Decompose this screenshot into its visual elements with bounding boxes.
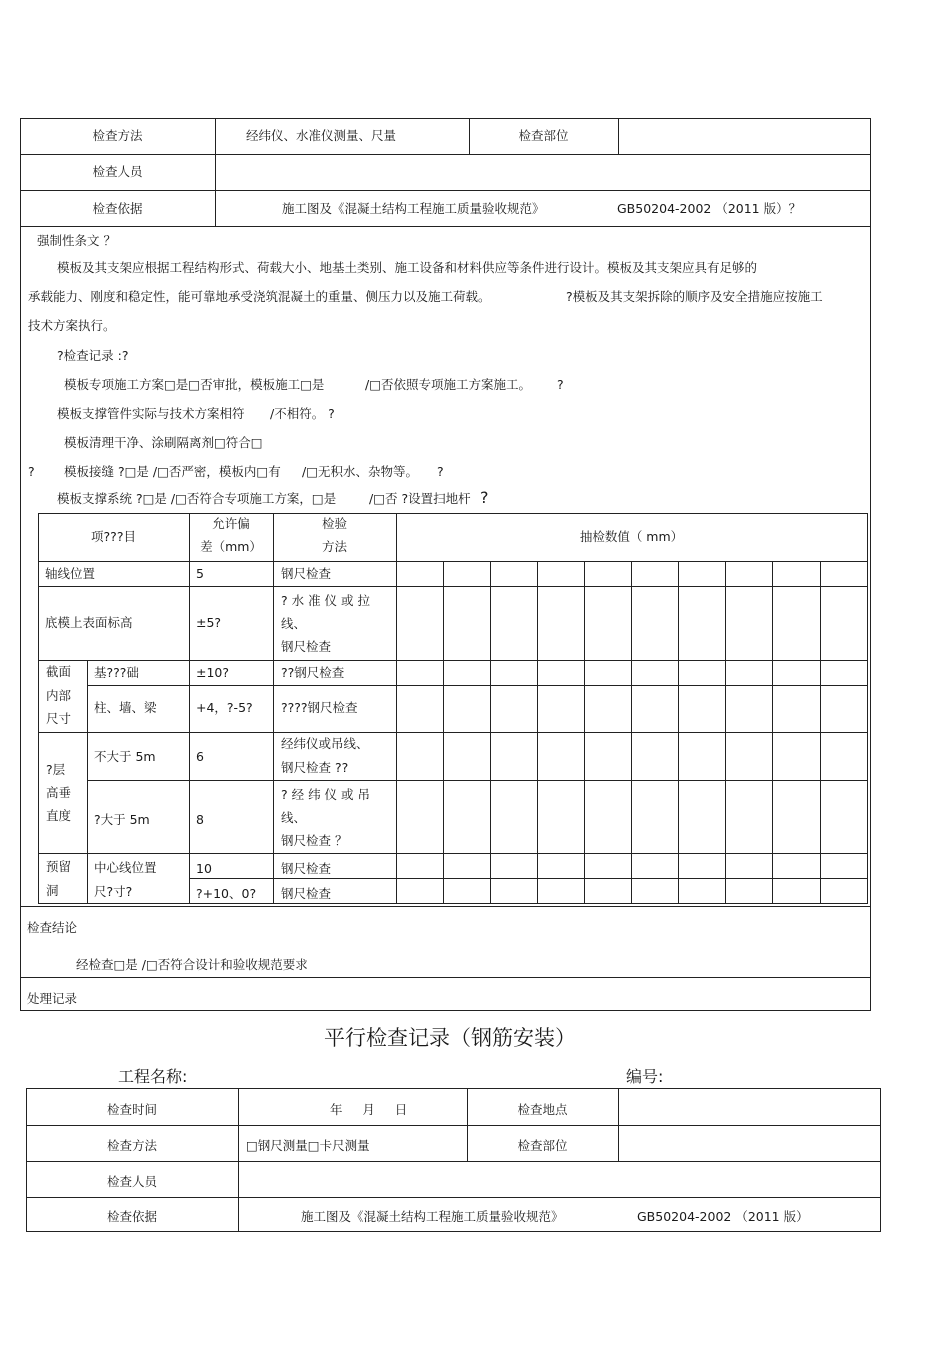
row-deviation: 5 [196,566,204,581]
row-method: 经纬仪或吊线、 [281,736,369,751]
method-label: 检查方法 [106,1138,157,1153]
row-deviation: ±5? [196,615,222,630]
row-method: ? 经 纬 仪 或 吊 [281,787,371,802]
basis-code: GB50204-2002 （2011 版） [637,1209,809,1224]
inspector-label: 检查人员 [106,1174,157,1189]
row-method: ? 水 准 仪 或 拉 [281,593,371,608]
row-item: 基???础 [94,665,139,680]
record-line: /□否 ?设置扫地杆 [369,491,471,506]
row-item: 底模上表面标高 [45,615,133,630]
row-method: 钢尺检查 [281,639,332,654]
mandatory-line: 模板及其支架应根据工程结构形式、荷载大小、地基土类别、施工设备和材料供应等条件进行设计。模板及其支架应具有足够的 [57,260,758,275]
row-item: 柱、墙、梁 [94,700,157,715]
records-heading: ?检查记录 :? [57,348,129,363]
row-method: 线、 [281,810,307,825]
record-line: ? [28,464,35,479]
basis-value: 施工图及《混凝土结构工程施工质量验收规范》 [301,1209,564,1224]
group-label: 尺寸 [46,711,72,726]
method-value: □钢尺测量□卡尺测量 [246,1138,370,1153]
project-name-label: 工程名称: [118,1067,188,1086]
method-value: 经纬仪、水准仪测量、尺量 [246,128,397,143]
row-deviation: ±10? [196,665,230,680]
group-label: 直度 [46,808,72,823]
col-deviation-header: 允许偏 [212,516,250,531]
row-method: 线、 [281,616,307,631]
record-line: 模板支撑管件实际与技术方案相符 [57,406,245,421]
row-method: 钢尺检查 ?? [281,760,349,775]
group-label: 内部 [46,688,72,703]
handling-label: 处理记录 [27,991,78,1006]
row-method: ??钢尺检查 [281,665,345,680]
method-label: 检查方法 [92,128,143,143]
record-line: 模板专项施工方案□是□否审批，模板施工□是 [64,377,325,392]
col-item-header: 项???目 [91,529,136,544]
row-item: 不大于 5m [94,749,156,764]
mandatory-line: 承载能力、刚度和稳定性，能可靠地承受浇筑混凝土的重量、侧压力以及施工荷载。 [28,289,491,304]
row-deviation: 8 [196,812,204,827]
row-method: 钢尺检查 [281,566,332,581]
date-value: 年 月 日 [330,1102,408,1117]
record-line: ? [437,464,444,479]
basis-value: 施工图及《混凝土结构工程施工质量验收规范》 [282,201,545,216]
row-deviation: 10 [196,861,212,876]
row-method: ????钢尺检查 [281,700,358,715]
col-method-header: 检验 [321,516,347,531]
group-label: 高垂 [46,785,72,800]
row-deviation: +4，?-5? [196,700,253,715]
inspector-label: 检查人员 [92,164,143,179]
record-line: /□无积水、杂物等。 [302,464,419,479]
conclusion-label: 检查结论 [27,920,78,935]
basis-code: GB50204-2002 （2011 版）？ [617,201,802,216]
row-deviation: 6 [196,749,204,764]
row-item: ?大于 5m [94,812,150,827]
row-method: 钢尺检查 [281,861,332,876]
conclusion-text: 经检查□是 /□否符合设计和验收规范要求 [76,957,308,972]
record-line: 模板支撑系统 ?□是 /□否符合专项施工方案，□是 [57,491,337,506]
number-label: 编号: [626,1067,664,1086]
group-label: ?层 [46,762,66,777]
place-label: 检查地点 [517,1102,568,1117]
time-label: 检查时间 [106,1102,157,1117]
row-deviation: ?+10、0? [196,886,257,901]
record-line: ? [480,488,489,507]
page-title: 平行检查记录（钢筋安装） [324,1026,576,1050]
group-label: 截面 [46,664,72,679]
record-line: /不相符。 ? [270,406,335,421]
col-deviation-header: 差（mm） [200,539,262,554]
row-item: 尺?寸? [94,884,133,899]
record-line: ? [557,377,564,392]
basis-label: 检查依据 [92,201,143,216]
col-method-header: 方法 [321,539,347,554]
row-method: 钢尺检查 ？ [281,833,348,848]
row-item: 轴线位置 [45,566,96,581]
group-label: 预留 [46,859,72,874]
part-label: 检查部位 [518,128,569,143]
basis-label: 检查依据 [106,1209,157,1224]
row-item: 中心线位置 [94,860,157,875]
group-label: 洞 [46,883,59,898]
mandatory-heading: 强制性条文 ？ [37,233,116,248]
record-line: 模板接缝 ?□是 /□否严密，模板内□有 [64,464,281,479]
mandatory-line: ?模板及其支架拆除的顺序及安全措施应按施工 [566,289,823,304]
part-label: 检查部位 [517,1138,568,1153]
row-method: 钢尺检查 [281,886,332,901]
record-line: /□否依照专项施工方案施工。 [365,377,532,392]
mandatory-line: 技术方案执行。 [28,318,116,333]
col-sample-header: 抽检数值（ mm） [579,529,684,544]
record-line: 模板清理干净、涂刷隔离剂□符合□ [64,435,263,450]
